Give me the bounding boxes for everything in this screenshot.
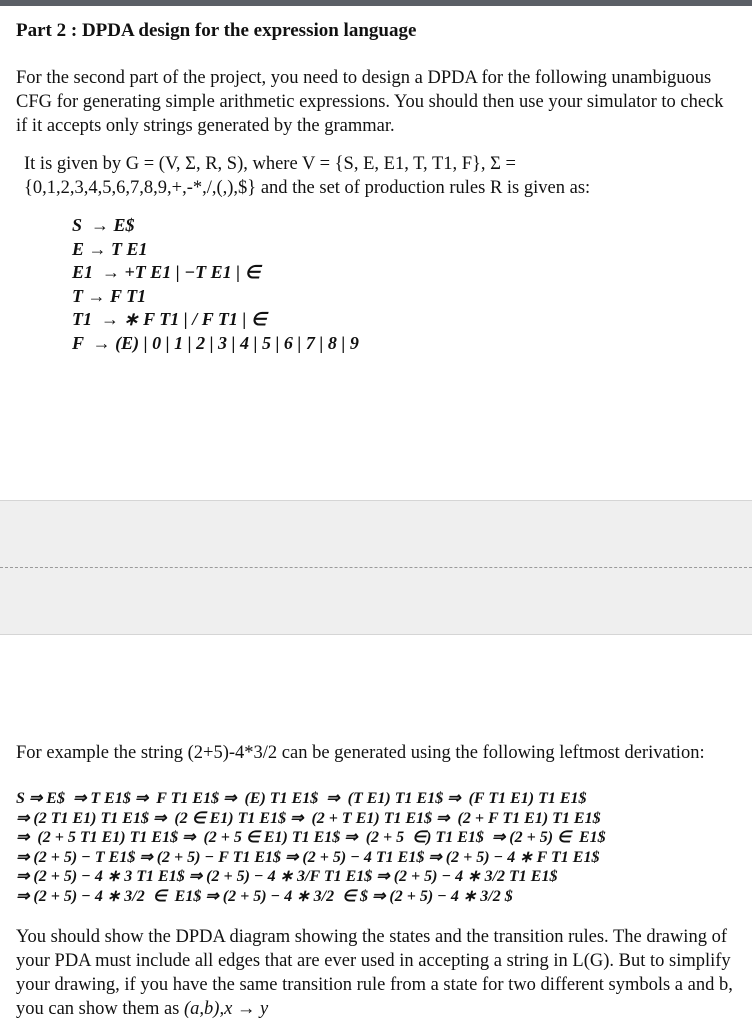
production-rule: T1 → ∗ F T1 | / F T1 | ∈ xyxy=(72,309,267,330)
grammar-definition xyxy=(24,152,734,200)
derivation-line: ⇒ (2 T1 E1) T1 E1$ ⇒ (2 ∈ E1) T1 E1$ ⇒ (2 + T E1) T1 E1$ ⇒ (2 + F T1 E1) T1 E1$ xyxy=(16,809,601,827)
page-gap-top xyxy=(0,500,752,569)
grammar-definition-line: {0,1,2,3,4,5,6,7,8,9,+,-*,/,(,),$} and the set of production rules R is given as: xyxy=(24,178,591,198)
derivation-line: S ⇒ E$ ⇒ T E1$ ⇒ F T1 E1$ ⇒ (E) T1 E1$ ⇒ (T E1) T1 E1$ ⇒ (F T1 E1) T1 E1$ xyxy=(16,790,587,807)
derivation-line: ⇒ (2 + 5) − T E1$ ⇒ (2 + 5) − F T1 E1$ ⇒ (2 + 5) − 4 T1 E1$ ⇒ (2 + 5) − 4 ∗ F T1 E1$ xyxy=(16,848,600,866)
derivation-line: ⇒ (2 + 5) − 4 ∗ 3/2 ∈ E1$ ⇒ (2 + 5) − 4 ∗ 3/2 ∈ $ ⇒ (2 + 5) − 4 ∗ 3/2 $ xyxy=(16,887,513,905)
production-rule: E → T E1 xyxy=(72,238,148,259)
example-paragraph: For example the string (2+5)-4*3/2 can be generated using the following leftmost derivation: xyxy=(16,743,705,763)
closing-paragraph xyxy=(16,925,736,1021)
page-title: Part 2 : DPDA design for the expression language xyxy=(16,20,417,41)
derivation-line: ⇒ (2 + 5) − 4 ∗ 3 T1 E1$ ⇒ (2 + 5) − 4 ∗ 3/F T1 E1$ ⇒ (2 + 5) − 4 ∗ 3/2 T1 E1$ xyxy=(16,868,558,886)
closing-text: You should show the DPDA diagram showing the states and the transition rules. The drawing of your PDA must include all edges that are ever used in accepting a string in L(G). But to simplify your drawing, if you have the same transition rule from a state for two different symbols a and b, you can show them as xyxy=(16,927,733,1019)
page-break-divider xyxy=(0,567,752,568)
transition-notation: (a,b),x → y xyxy=(184,999,269,1019)
production-rule: S → E$ xyxy=(72,215,135,235)
production-rule: T → F T1 xyxy=(72,285,147,306)
production-rule: F → (E) | 0 | 1 | 2 | 3 | 4 | 5 | 6 | 7 | 8 | 9 xyxy=(72,332,359,353)
top-border xyxy=(0,0,752,6)
production-rules xyxy=(72,214,359,356)
leftmost-derivation xyxy=(16,789,606,907)
production-rule: E1 → +T E1 | −T E1 | ∈ xyxy=(72,262,261,283)
grammar-definition-line: It is given by G = (V, Σ, R, S), where V = {S, E, E1, T, T1, F}, Σ = xyxy=(24,154,516,174)
page-gap-bottom xyxy=(0,569,752,635)
intro-paragraph: For the second part of the project, you need to design a DPDA for the following unambiguous CFG for generating simple arithmetic expressions. You should then use your simulator to check if it accepts only strings generated by the grammar. xyxy=(16,68,724,136)
derivation-line: ⇒ (2 + 5 T1 E1) T1 E1$ ⇒ (2 + 5 ∈ E1) T1 E1$ ⇒ (2 + 5 ∈) T1 E1$ ⇒ (2 + 5) ∈ E1$ xyxy=(16,829,606,847)
